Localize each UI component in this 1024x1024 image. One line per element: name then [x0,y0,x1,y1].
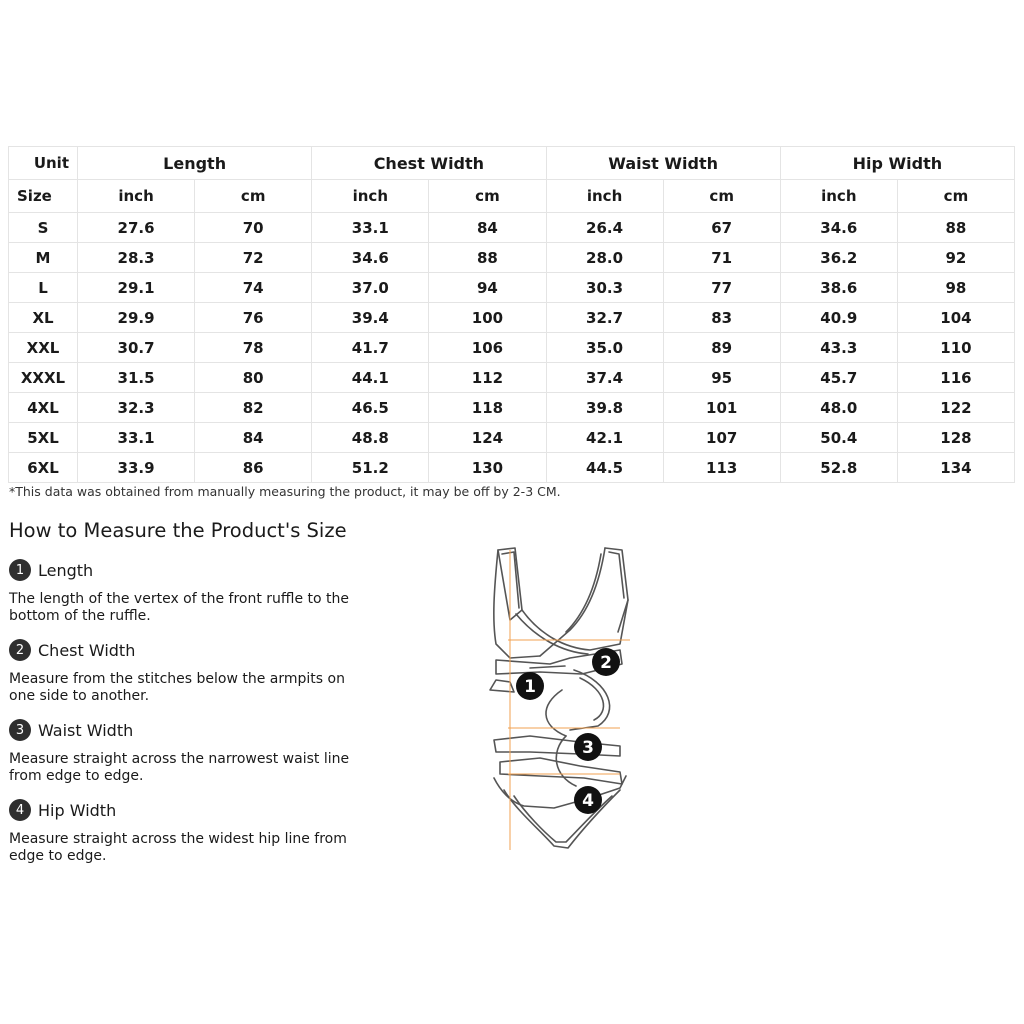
table-header-row [9,147,1015,180]
measurement-guide-lines [508,550,630,850]
step-number-badge: 1 [9,559,31,581]
step-chest-description: Measure from the stitches below the armpits on one side to another. [9,671,345,704]
measurement-cell: 88 [897,213,1014,243]
step-title: Hip Width [38,800,117,820]
unit-header: inch [312,180,429,213]
header-waist-width: Waist Width [546,147,780,180]
measurement-cell: 30.7 [78,333,195,363]
measurement-cell: 40.9 [780,303,897,333]
step-title: Waist Width [38,720,134,740]
measurement-cell: 35.0 [546,333,663,363]
step-length-description: The length of the vertex of the front ruffle to the bottom of the ruffle. [9,591,350,624]
step-waist-description: Measure straight across the narrowest waist line from edge to edge. [9,751,350,784]
marker-1-label: 1 [524,677,536,697]
measurement-cell: 28.3 [78,243,195,273]
unit-header: inch [546,180,663,213]
header-length: Length [78,147,312,180]
unit-header: inch [780,180,897,213]
measurement-cell: 72 [195,243,312,273]
measurement-cell: 104 [897,303,1014,333]
measurement-cell: 67 [663,213,780,243]
table-row [9,393,1015,423]
how-to-measure-title: How to Measure the Product's Size [9,519,347,542]
measurement-cell: 112 [429,363,546,393]
unit-header: cm [429,180,546,213]
measurement-cell: 128 [897,423,1014,453]
measurement-cell: 43.3 [780,333,897,363]
measurement-cell: 95 [663,363,780,393]
measurement-cell: 80 [195,363,312,393]
unit-header: cm [897,180,1014,213]
swimsuit-measurement-diagram [470,540,650,860]
table-unit-row [9,180,1015,213]
measurement-cell: 32.7 [546,303,663,333]
measurement-cell: 110 [897,333,1014,363]
measurement-cell: 30.3 [546,273,663,303]
measurement-cell: 82 [195,393,312,423]
measurement-cell: 33.9 [78,453,195,483]
measurement-cell: 44.5 [546,453,663,483]
size-chart-table [8,146,1015,483]
size-cell: XXXL [9,363,78,393]
measurement-cell: 33.1 [78,423,195,453]
marker-2-icon [592,648,620,676]
measurement-cell: 48.0 [780,393,897,423]
measurement-cell: 124 [429,423,546,453]
marker-3-label: 3 [582,738,594,758]
measurement-cell: 88 [429,243,546,273]
swimsuit-outline-drawing [490,548,628,848]
header-chest-width: Chest Width [312,147,546,180]
measurement-cell: 50.4 [780,423,897,453]
measurement-cell: 34.6 [312,243,429,273]
measurement-cell: 27.6 [78,213,195,243]
marker-4-icon [574,786,602,814]
corner-size-cell [9,180,78,213]
size-cell: XL [9,303,78,333]
measurement-cell: 44.1 [312,363,429,393]
measurement-cell: 113 [663,453,780,483]
table-row [9,303,1015,333]
step-title: Length [38,560,94,580]
step-number-badge: 3 [9,719,31,741]
step-number-badge: 2 [9,639,31,661]
measurement-cell: 46.5 [312,393,429,423]
measurement-cell: 29.9 [78,303,195,333]
table-row [9,273,1015,303]
measurement-cell: 94 [429,273,546,303]
measurement-cell: 98 [897,273,1014,303]
marker-2-label: 2 [600,653,612,673]
measurement-cell: 29.1 [78,273,195,303]
measurement-cell: 70 [195,213,312,243]
measurement-cell: 48.8 [312,423,429,453]
measurement-cell: 134 [897,453,1014,483]
measurement-cell: 39.4 [312,303,429,333]
size-cell: S [9,213,78,243]
unit-header: cm [663,180,780,213]
measurement-cell: 84 [195,423,312,453]
measurement-cell: 122 [897,393,1014,423]
measurement-cell: 83 [663,303,780,333]
measurement-cell: 37.0 [312,273,429,303]
measurement-cell: 77 [663,273,780,303]
measurement-cell: 34.6 [780,213,897,243]
measurement-cell: 39.8 [546,393,663,423]
size-cell: L [9,273,78,303]
measurement-cell: 130 [429,453,546,483]
unit-label: Unit [33,154,69,172]
step-hip-description: Measure straight across the widest hip line from edge to edge. [9,831,347,864]
measurement-cell: 116 [897,363,1014,393]
size-cell: 5XL [9,423,78,453]
measurement-cell: 118 [429,393,546,423]
measurement-cell: 38.6 [780,273,897,303]
measurement-cell: 78 [195,333,312,363]
measurement-cell: 89 [663,333,780,363]
measurement-cell: 33.1 [312,213,429,243]
measurement-cell: 107 [663,423,780,453]
measurement-cell: 52.8 [780,453,897,483]
size-cell: XXL [9,333,78,363]
step-waist-heading [9,719,133,741]
measurement-cell: 28.0 [546,243,663,273]
size-label: Size [17,187,52,205]
table-row [9,243,1015,273]
unit-header: cm [195,180,312,213]
marker-1-icon [516,672,544,700]
step-title: Chest Width [38,640,136,660]
measurement-cell: 101 [663,393,780,423]
size-cell: M [9,243,78,273]
measurement-cell: 51.2 [312,453,429,483]
measurement-cell: 32.3 [78,393,195,423]
header-hip-width: Hip Width [780,147,1014,180]
measurement-cell: 76 [195,303,312,333]
marker-4-label: 4 [582,791,594,811]
measurement-cell: 42.1 [546,423,663,453]
step-hip-heading [9,799,116,821]
measurement-cell: 37.4 [546,363,663,393]
step-number-badge: 4 [9,799,31,821]
measurement-cell: 106 [429,333,546,363]
step-length-heading [9,559,93,581]
measurement-cell: 26.4 [546,213,663,243]
table-row [9,423,1015,453]
measurement-cell: 84 [429,213,546,243]
measurement-cell: 86 [195,453,312,483]
measurement-cell: 31.5 [78,363,195,393]
measurement-cell: 92 [897,243,1014,273]
measurement-cell: 100 [429,303,546,333]
marker-3-icon [574,733,602,761]
table-row [9,363,1015,393]
measurement-note: *This data was obtained from manually measuring the product, it may be off by 2-3 CM. [9,484,561,499]
measurement-cell: 45.7 [780,363,897,393]
table-row [9,333,1015,363]
measurement-cell: 74 [195,273,312,303]
measurement-cell: 36.2 [780,243,897,273]
size-cell: 4XL [9,393,78,423]
step-chest-heading [9,639,135,661]
measurement-cell: 41.7 [312,333,429,363]
corner-unit-cell [9,147,78,180]
measurement-cell: 71 [663,243,780,273]
table-row [9,213,1015,243]
size-cell: 6XL [9,453,78,483]
table-row [9,453,1015,483]
unit-header: inch [78,180,195,213]
